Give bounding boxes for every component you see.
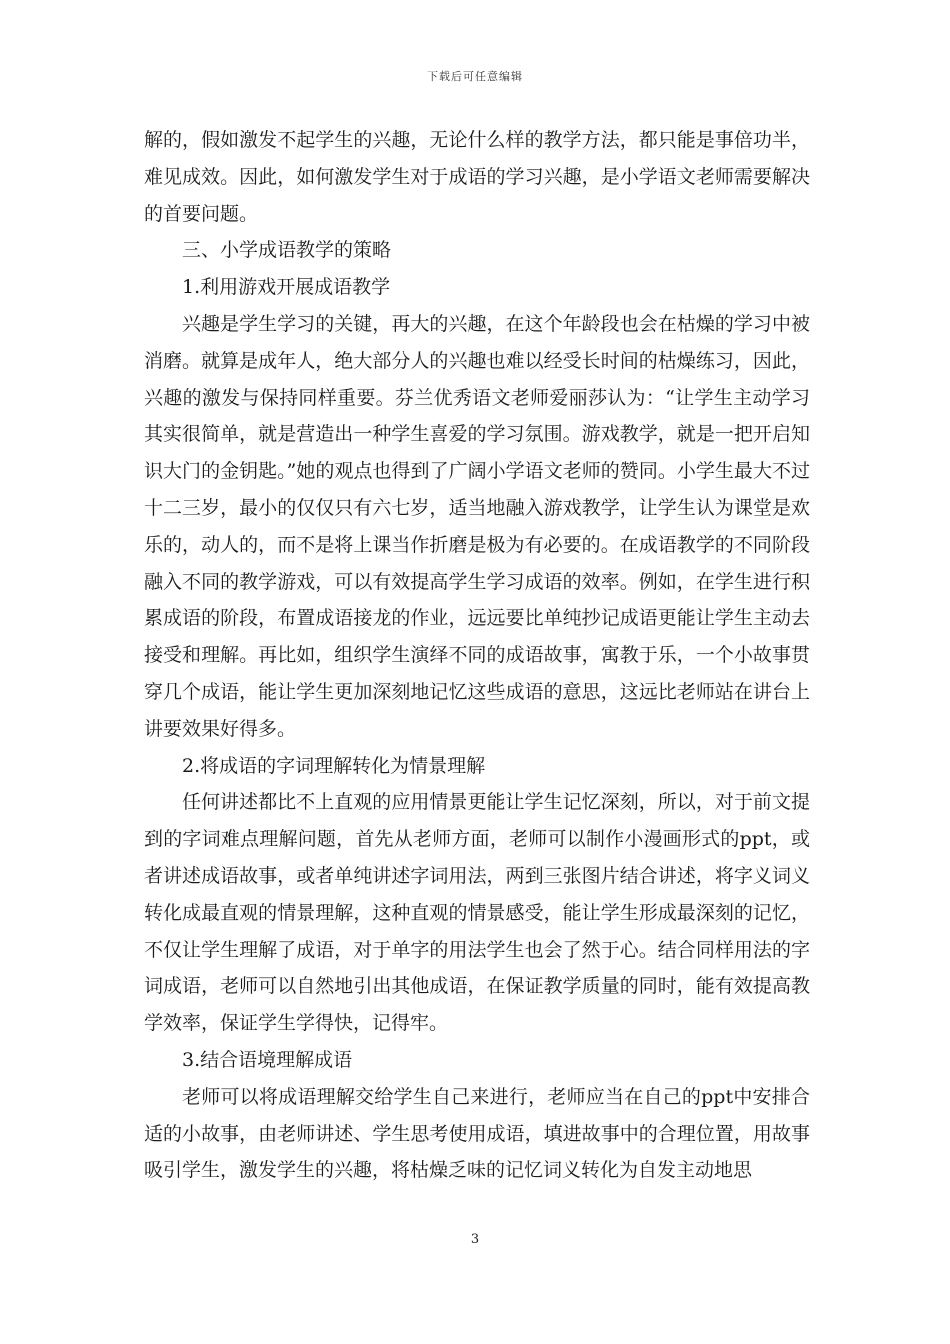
paragraph-continuation: 解的，假如激发不起学生的兴趣，无论什么样的教学方法，都只能是事倍功半，难见成效。因此，如何激发学生对于成语的学习兴趣，是小学语文老师需要解决的首要问题。 [144, 129, 810, 225]
document-body [144, 122, 810, 1189]
page-number: 3 [470, 1232, 480, 1247]
paragraph-scenario-understanding: 任何讲述都比不上直观的应用情景更能让学生记忆深刻，所以，对于前文提到的字词难点理解问题，首先从老师方面，老师可以制作小漫画形式的ppt，或者讲述成语故事，或者单纯讲述字词用法，两到三张图片结合讲述，将字义词义转化成最直观的情景理解，这种直观的情景感受，能让学生形成最深刻的记忆，不仅让学生理解了成语，对于单字的用法学生也会了然于心。结合同样用法的字词成语，老师可以自然地引出其他成语，在保证教学质量的同时，能有效提高教学效率，保证学生学得快，记得牢。 [144, 791, 810, 1035]
paragraph-games: 兴趣是学生学习的关键，再大的兴趣，在这个年龄段也会在枯燥的学习中被消磨。就算是成年人，绝大部分人的兴趣也难以经受长时间的枯燥练习，因此，兴趣的激发与保持同样重要。芬兰优秀语文老师爱丽莎认为：“让学生主动学习其实很简单，就是营造出一种学生喜爱的学习氛围。游戏教学，就是一把开启知识大门的金钥匙。”她的观点也得到了广阔小学语文老师的赞同。小学生最大不过十二三岁，最小的仅仅只有六七岁，适当地融入游戏教学，让学生认为课堂是欢乐的，动人的，而不是将上课当作折磨是极为有必要的。在成语教学的不同阶段融入不同的教学游戏，可以有效提高学生学习成语的效率。例如，在学生进行积累成语的阶段，布置成语接龙的作业，远远要比单纯抄记成语更能让学生主动去接受和理解。再比如，组织学生演绎不同的成语故事，寓教于乐，一个小故事贯穿几个成语，能让学生更加深刻地记忆这些成语的意思，这远比老师站在讲台上讲要效果好得多。 [144, 312, 810, 740]
paragraph-context: 老师可以将成语理解交给学生自己来进行，老师应当在自己的ppt中安排合适的小故事，由老师讲述、学生思考使用成语，填进故事中的合理位置，用故事吸引学生，激发学生的兴趣，将枯燥乏味的记忆词义转化为自发主动地思 [144, 1085, 810, 1182]
subheading-games: 1.利用游戏开展成语教学 [182, 276, 391, 299]
page-header-note: 下载后可任意编辑 [427, 70, 523, 83]
subheading-context: 3.结合语境理解成语 [182, 1048, 353, 1071]
subheading-scenario-understanding: 2.将成语的字词理解转化为情景理解 [182, 754, 486, 777]
section-heading-strategies: 三、小学成语教学的策略 [182, 239, 392, 262]
